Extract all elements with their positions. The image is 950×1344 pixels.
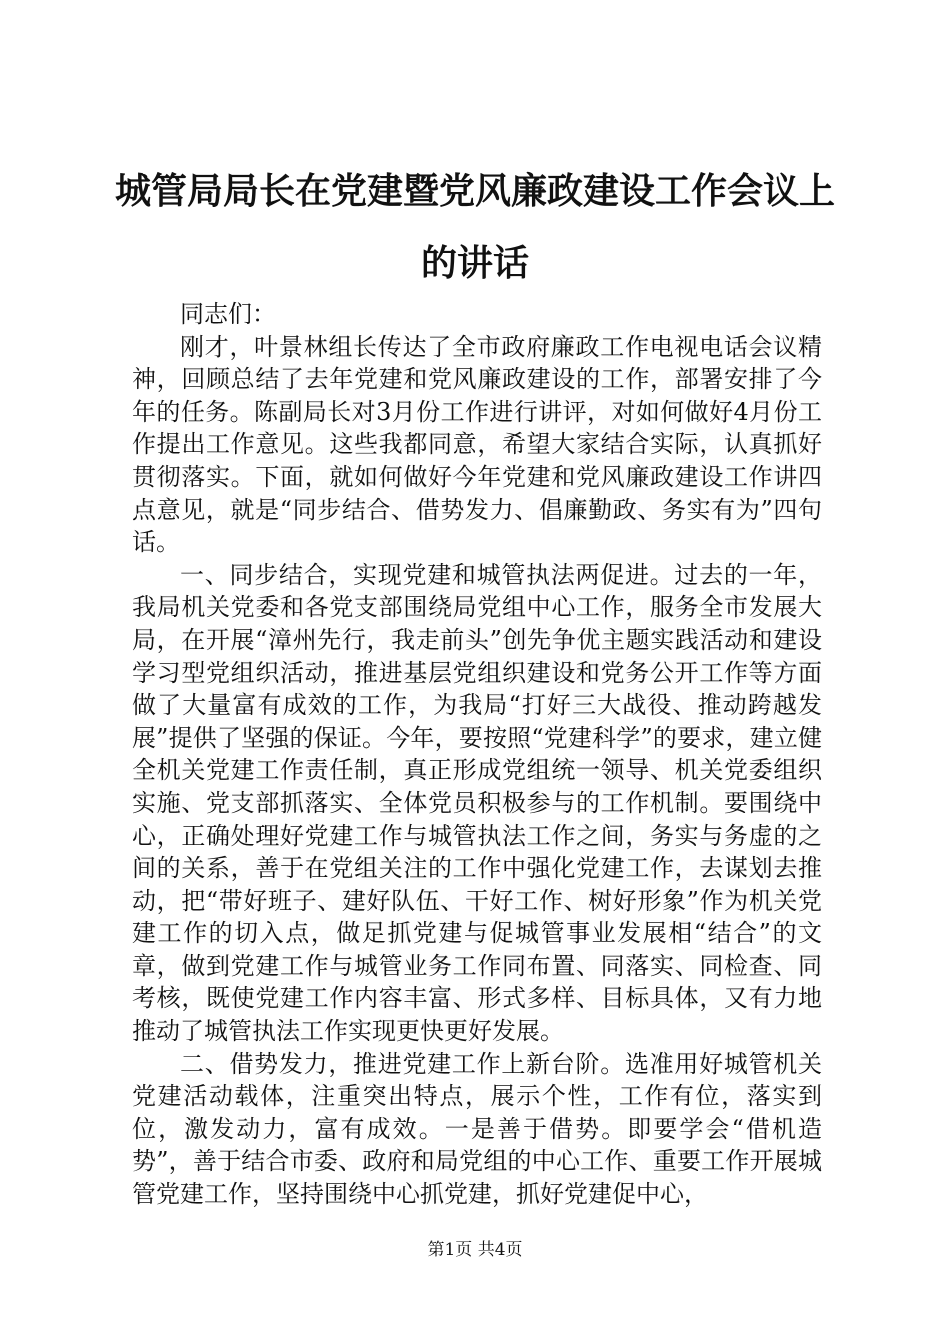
paragraph-2: 一、同步结合，实现党建和城管执法两促进。过去的一年，我局机关党委和各党支部围绕局党组中心工作，服务全市发展大局，在开展“漳州先行，我走前头”创先争优主题实践活动和建设学习型党组织活动，推进基层党组织建设和党务公开工作等方面做了大量富有成效的工作，为我局“打好三大战役、推动跨越发展”提供了坚强的保证。今年，要按照“党建科学”的要求，建立健全机关党建工作责任制，真正形成党组统一领导、机关党委组织实施、党支部抓落实、全体党员积极参与的工作机制。要围绕中心，正确处理好党建工作与城管执法工作之间，务实与务虚的之间的关系，善于在党组关注的工作中强化党建工作，去谋划去推动，把“带好班子、建好队伍、干好工作、树好形象”作为机关党建工作的切入点，做足抓党建与促城管事业发展相“结合”的文章，做到党建工作与城管业务工作同布置、同落实、同检查、同考核，既使党建工作内容丰富、形式多样、目标具体，又有力地推动了城管执法工作实现更快更好发展。 bbox=[132, 560, 822, 1046]
paragraph-3: 二、借势发力，推进党建工作上新台阶。选准用好城管机关党建活动载体，注重突出特点，展示个性，工作有位，落实到位，激发动力，富有成效。一是善于借势。即要学会“借机造势”，善于结合市委、政府和局党组的中心工作、重要工作开展城管党建工作，坚持围绕中心抓党建，抓好党建促中心， bbox=[132, 1049, 822, 1209]
document-body bbox=[132, 298, 822, 1211]
paragraph-1: 刚才，叶景林组长传达了全市政府廉政工作电视电话会议精神，回顾总结了去年党建和党风廉政建设的工作，部署安排了今年的任务。陈副局长对3月份工作进行讲评，对如何做好4月份工作提出工作意见。这些我都同意，希望大家结合实际，认真抓好贯彻落实。下面，就如何做好今年党建和党风廉政建设工作讲四点意见，就是“同步结合、借势发力、倡廉勤政、务实有为”四句话。 bbox=[132, 332, 822, 557]
page-footer: 第1页 共4页 bbox=[427, 1240, 523, 1260]
document-title bbox=[100, 156, 850, 300]
title-line-2: 的讲话 bbox=[420, 243, 529, 284]
title-line-1: 城管局局长在党建暨党风廉政建设工作会议上 bbox=[114, 171, 835, 212]
salutation: 同志们： bbox=[180, 300, 276, 328]
